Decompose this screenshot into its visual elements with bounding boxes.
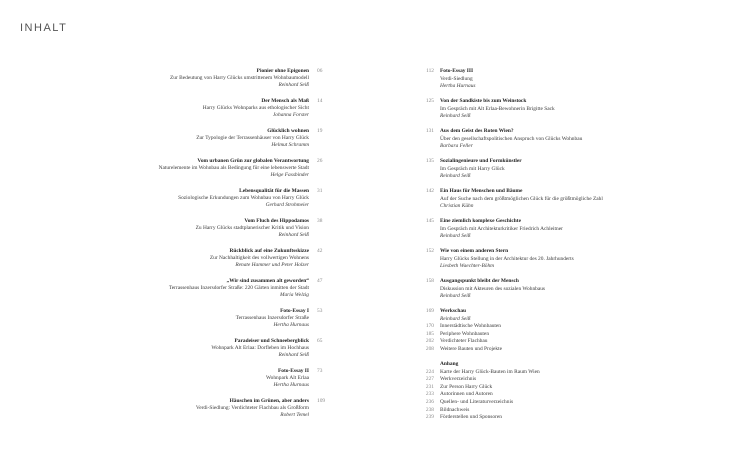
toc-entry-author: Liesbeth Waechter-Böhm bbox=[440, 263, 495, 270]
toc-entry-author: Renate Hammer und Peter Holzer bbox=[235, 262, 309, 269]
toc-entry-title: Wie von einem anderen Stern bbox=[440, 248, 509, 254]
toc-entry-author: Christian Kühn bbox=[440, 203, 474, 210]
toc-page-number: 239 bbox=[425, 414, 434, 421]
toc-entry bbox=[420, 308, 750, 354]
toc-entry-sub: Wohnpark Alt Erlaa bbox=[266, 375, 309, 382]
toc-page-number: 145 bbox=[425, 218, 434, 224]
toc-entry-sub: Zu Harry Glücks stadtplanerischer Kritik und Vision bbox=[195, 225, 309, 232]
toc-entry-sub: Terrassenhaus Inzersdorfer Straße bbox=[235, 315, 309, 322]
toc-entry-author: Reinhard Seiß bbox=[440, 233, 471, 240]
toc-entry-author: Reinhard Seiß bbox=[440, 315, 471, 322]
toc-page-number: 169 bbox=[425, 308, 434, 314]
toc-entry-sub: Über den gesellschaftspolitischen Anspruch von Glücks Wohnbau bbox=[440, 135, 583, 142]
toc-page-number: 142 bbox=[425, 188, 434, 194]
toc-entry-sub: Zur Typologie der Terrassenhäuser von Harry Glück bbox=[196, 135, 309, 142]
toc-entry-author: Helmut Schramm bbox=[271, 142, 309, 149]
toc-entry-author: Gerhard Strohmeier bbox=[265, 202, 309, 209]
toc-entry-sub: Zur Bedeutung von Harry Glücks umstrittenem Wohnbaumodell bbox=[170, 75, 309, 82]
toc-page-number: 170 bbox=[425, 323, 434, 330]
toc-page-number: 152 bbox=[425, 248, 434, 254]
toc-entry-sub: Bildnachweis bbox=[440, 406, 470, 413]
toc-entry-title: Anhang bbox=[440, 361, 459, 367]
toc-page-number: 158 bbox=[425, 278, 434, 284]
toc-entry-sub: Quellen- und Literaturverzeichnis bbox=[440, 398, 514, 405]
toc-entry-sub: Naturelemente im Wohnbau als Bedingung für eine lebenswerte Stadt bbox=[158, 165, 309, 172]
toc-entry-title: Foto-Essay III bbox=[440, 68, 474, 74]
toc-entry-sub: Im Gespräch mit Alt Erlaa-Bewohnerin Brigitte Sack bbox=[440, 105, 555, 112]
toc-page-number: 47 bbox=[317, 278, 323, 284]
toc-entry-author: Reinhard Seiß bbox=[440, 113, 471, 120]
toc-entry-sub: Auf der Suche nach dem größtmöglichen Glück für die größtmögliche Zahl bbox=[440, 195, 603, 202]
toc-entry bbox=[0, 188, 330, 212]
toc-entry-author: Reinhard Seiß bbox=[278, 352, 309, 359]
toc-entry-sub: Zur Nachhaltigkeit des vollwertigen Wohnens bbox=[209, 255, 309, 262]
toc-page-number: 135 bbox=[425, 158, 434, 164]
toc-entry-title: Foto-Essay II bbox=[278, 368, 309, 374]
toc-page-number: 185 bbox=[425, 330, 434, 337]
toc-entry-title: Foto-Essay I bbox=[280, 308, 309, 314]
toc-entry bbox=[420, 188, 750, 211]
toc-page-number: 224 bbox=[425, 368, 434, 375]
toc-entry-title: Vom Fluch des Hippodamos bbox=[244, 218, 309, 224]
toc-entry-title: Werkschau bbox=[440, 308, 467, 314]
toc-entry-author: Reinhard Seiß bbox=[440, 293, 471, 300]
toc-entry bbox=[420, 361, 750, 422]
toc-page-number: 42 bbox=[317, 248, 323, 254]
toc-page-number: 14 bbox=[317, 98, 323, 104]
toc-entry-title: Ausgangspunkt bleibt der Mensch bbox=[440, 278, 519, 284]
toc-page-number: 06 bbox=[317, 68, 323, 74]
toc-page-number: 202 bbox=[425, 338, 434, 345]
toc-entry-title: Der Mensch als Maß bbox=[261, 98, 309, 104]
toc-entry-sub: Harry Glücks Stellung in der Architektur des 20. Jahrhunderts bbox=[440, 255, 574, 262]
toc-entry bbox=[0, 338, 330, 362]
toc-entry-title: Vom urbanen Grün zur globalen Verantwortung bbox=[197, 158, 309, 164]
toc-entry-sub: Werkverzeichnis bbox=[440, 376, 477, 383]
toc-left-column bbox=[0, 0, 330, 457]
toc-entry-title: Glücklich wohnen bbox=[267, 128, 309, 134]
toc-entry-sub: Soziologische Erkundungen zum Wohnbau von Harry Glück bbox=[178, 195, 309, 202]
toc-entry-author: Maria Welzig bbox=[279, 292, 309, 299]
toc-entry-author: Robert Temel bbox=[280, 412, 309, 419]
toc-entry-sub: Diskussion mit Akteuren des sozialen Wohnbaus bbox=[440, 285, 546, 292]
toc-right-column bbox=[420, 0, 750, 457]
toc-entry bbox=[0, 308, 330, 332]
toc-page-number: 38 bbox=[317, 218, 323, 224]
toc-page-number: 19 bbox=[317, 128, 323, 134]
toc-entry-title: Ein Haus für Menschen und Bäume bbox=[440, 188, 523, 194]
toc-page-number: 73 bbox=[317, 368, 323, 374]
toc-page-number: 208 bbox=[425, 345, 434, 352]
toc-entry bbox=[0, 68, 330, 92]
toc-entry-title: Paradeiser und Schneebergblick bbox=[234, 338, 309, 344]
toc-entry-sub: Im Gespräch mit Architekturkritiker Friedrich Achleitner bbox=[440, 225, 563, 232]
toc-entry-sub: Karte der Harry Glück-Bauten im Raum Wien bbox=[440, 368, 540, 375]
toc-entry-sub: Autorinnen und Autoren bbox=[440, 391, 493, 398]
toc-entry-author: Reinhard Seiß bbox=[440, 173, 471, 180]
toc-entry-sub: Terrassenhaus Inzersdorfer Straße: 220 Gärten inmitten der Stadt bbox=[168, 285, 309, 292]
toc-entry bbox=[420, 98, 750, 121]
toc-entry-sub: Harry Glücks Wohnparks aus ethologischer Sicht bbox=[202, 105, 309, 112]
toc-entry-sub: Periphere Wohnbauten bbox=[440, 330, 490, 337]
toc-entry bbox=[0, 128, 330, 152]
toc-entry bbox=[0, 98, 330, 122]
toc-entry bbox=[420, 128, 750, 151]
toc-entry-sub: Innerstädtische Wohnbauten bbox=[440, 323, 501, 330]
toc-page-number: 236 bbox=[425, 398, 434, 405]
toc-entry-sub: Verdi-Siedlung bbox=[440, 75, 473, 82]
toc-entry bbox=[0, 278, 330, 302]
toc-entry-title: „Wir sind zusammen alt geworden“ bbox=[226, 278, 309, 284]
toc-entry-sub: Weitere Bauten und Projekte bbox=[440, 345, 502, 352]
toc-page-number: 109 bbox=[317, 398, 326, 404]
toc-entry bbox=[420, 68, 750, 91]
toc-entry bbox=[420, 248, 750, 271]
toc-entry bbox=[420, 218, 750, 241]
toc-entry-title: Aus dem Geist des Roten Wien? bbox=[440, 128, 514, 134]
toc-entry-author: Hertha Hurnaus bbox=[440, 83, 476, 90]
toc-entry bbox=[0, 368, 330, 392]
toc-page-number: 131 bbox=[425, 128, 434, 134]
toc-entry bbox=[0, 158, 330, 182]
toc-entry-author: Reinhard Seiß bbox=[278, 232, 309, 239]
toc-entry-sub: Verdichteter Flachbau bbox=[440, 338, 488, 345]
toc-page-number: 26 bbox=[317, 158, 323, 164]
toc-entry bbox=[0, 398, 330, 422]
toc-entry-author: Helge Fassbinder bbox=[270, 172, 309, 179]
toc-entry bbox=[420, 158, 750, 181]
toc-entry bbox=[420, 278, 750, 301]
toc-entry-author: Hertha Hurnaus bbox=[273, 322, 309, 329]
toc-entry-title: Eine ziemlich komplexe Geschichte bbox=[440, 218, 521, 224]
toc-entry-sub: Verdi-Siedlung: Verdichteter Flachbau als Großform bbox=[195, 405, 309, 412]
toc-entry-title: Sozialingenieure und Formkünstler bbox=[440, 158, 522, 164]
page-title: INHALT bbox=[20, 22, 68, 34]
toc-entry-author: Johanna Forster bbox=[272, 112, 309, 119]
toc-entry-title: Pionier ohne Epigonen bbox=[256, 68, 309, 74]
toc-page-number: 112 bbox=[426, 68, 434, 74]
toc-page-number: 53 bbox=[317, 308, 323, 314]
toc-entry-author: Reinhard Seiß bbox=[278, 82, 309, 89]
toc-entry-sub: Zur Person Harry Glück bbox=[440, 383, 493, 390]
toc-page-number: 233 bbox=[425, 391, 434, 398]
toc-page-number: 238 bbox=[425, 406, 434, 413]
toc-page-number: 125 bbox=[425, 98, 434, 104]
toc-entry-sub: Im Gespräch mit Harry Glück bbox=[440, 165, 505, 172]
toc-entry-title: Von der Sandkiste bis zum Weinstock bbox=[440, 98, 527, 104]
toc-entry-title: Lebensqualität für die Massen bbox=[239, 188, 309, 194]
toc-page-number: 227 bbox=[425, 376, 434, 383]
toc-entry bbox=[0, 248, 330, 272]
toc-entry-title: Häuschen im Grünen, aber anders bbox=[229, 398, 309, 404]
toc-entry-sub: Wohnpark Alt Erlaa: Dorfleben im Hochhaus bbox=[211, 345, 309, 352]
toc-entry-sub: Förderstellen und Sponsoren bbox=[440, 414, 502, 421]
toc-entry bbox=[0, 218, 330, 242]
toc-page-number: 31 bbox=[317, 188, 323, 194]
toc-entry-author: Hertha Hurnaus bbox=[273, 382, 309, 389]
toc-entry-title: Rückblick auf eine Zukunftsskizze bbox=[229, 248, 309, 254]
toc-page-number: 231 bbox=[425, 383, 434, 390]
toc-entry-author: Barbara Feller bbox=[440, 143, 473, 150]
toc-page-number: 65 bbox=[317, 338, 323, 344]
